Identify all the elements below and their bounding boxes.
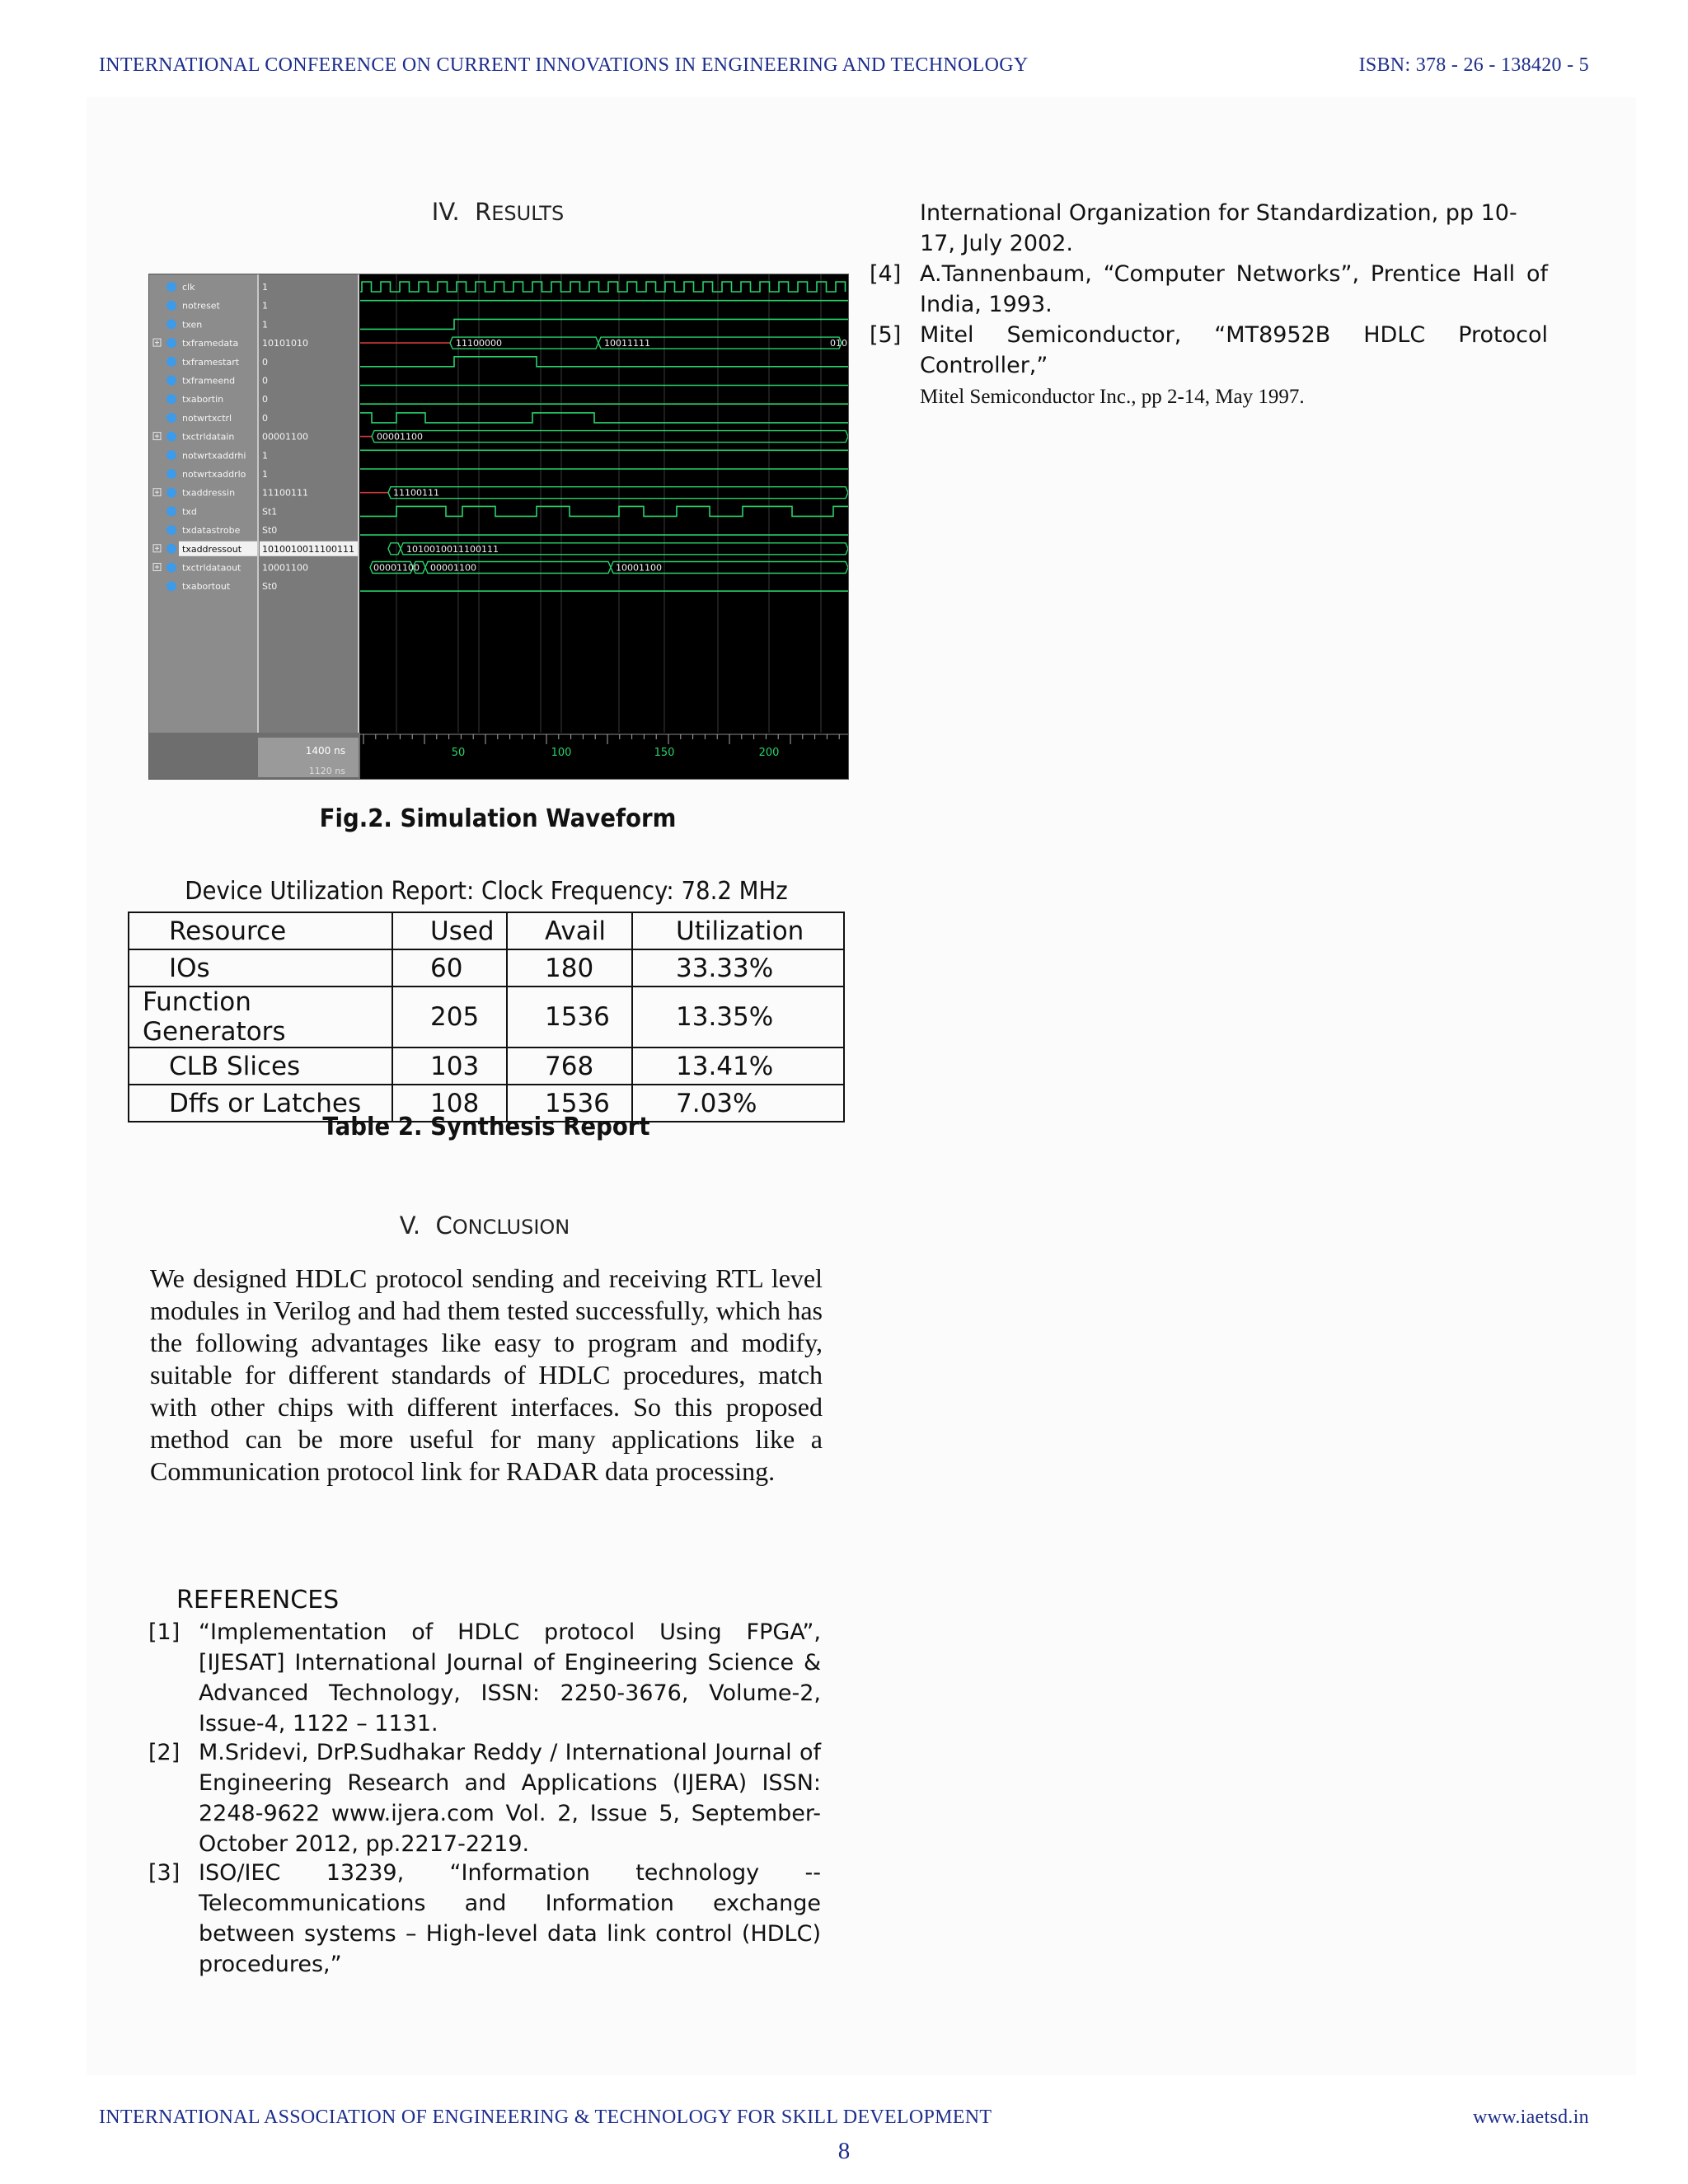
signal-icon <box>166 319 176 329</box>
bus-value-label: 10011111 <box>604 338 650 349</box>
page-number: 8 <box>837 2138 851 2164</box>
signal-icon <box>166 506 176 516</box>
table-header-row <box>129 912 844 949</box>
reference-3-continuation: International Organization for Standardization, pp 10-17, July 2002. <box>920 200 1517 256</box>
cursor-time-secondary: 1120 ns <box>308 766 345 776</box>
signal-value: St0 <box>262 581 278 593</box>
running-header <box>99 54 1589 87</box>
signal-name[interactable]: txen <box>182 319 203 330</box>
signal-icon <box>166 469 176 479</box>
signal-value: 11100111 <box>262 487 308 499</box>
signal-name[interactable]: notwrtxaddrhi <box>182 450 246 462</box>
reference-item <box>870 320 1548 408</box>
bus-value-label: 10001100 <box>616 562 662 574</box>
waveform-svg <box>149 274 848 779</box>
reference-item <box>148 1737 821 1859</box>
bus-value-label: 11100000 <box>456 338 502 349</box>
signal-name[interactable]: clk <box>182 282 195 293</box>
signal-name[interactable]: txdatastrobe <box>182 525 241 537</box>
table-row <box>129 949 844 987</box>
reference-text: “Implementation of HDLC protocol Using FPGA”, [IJESAT] International Journal of Engineering Science & Advanced Technology, ISSN: 2250-3676, Volume-2, Issue-4, 1122 – 1131. <box>199 1619 821 1736</box>
conclusion-paragraph: We designed HDLC protocol sending and receiving RTL level modules in Verilog and had them tested successfully, which has the following advantages like easy to program and modify, suitable for different standards of HDLC procedures, match with other chips with different interfaces. So this proposed method can be more useful for many applications like a Communication protocol link for RADAR data processing. <box>150 1263 823 1486</box>
signal-icon <box>166 563 176 573</box>
signal-icon <box>166 525 176 535</box>
column-header: Avail <box>507 912 632 949</box>
reference-number: [3] <box>148 1860 181 1886</box>
signal-icon <box>166 338 176 348</box>
signal-icon <box>166 394 176 404</box>
bus-value-label: 010 <box>830 338 847 349</box>
signal-name[interactable]: txabortin <box>182 394 224 405</box>
table-row <box>129 987 844 1047</box>
table-cell: Dffs or Latches <box>129 1085 392 1122</box>
table-cell: IOs <box>129 949 392 987</box>
table-cell: 33.33% <box>632 949 844 987</box>
signal-value: 0 <box>262 356 268 368</box>
table-cell: 60 <box>392 949 507 987</box>
table-cell: 108 <box>392 1085 507 1122</box>
signal-name[interactable]: txctrldataout <box>182 562 241 574</box>
signal-value: 10001100 <box>262 562 308 574</box>
signal-icon <box>166 450 176 460</box>
reference-number: [4] <box>870 261 902 287</box>
signal-icon <box>166 376 176 386</box>
signal-name[interactable]: txabortout <box>182 581 231 593</box>
signal-value: St0 <box>262 525 278 537</box>
reference-text: Mitel Semiconductor, “MT8952B HDLC Protocol Controller,” Mitel Semiconductor Inc., pp 2-14, May 1997. <box>920 322 1548 408</box>
reference-text: ISO/IEC 13239, “Information technology -- Telecommunications and Information exchange between systems – High-level data link control (HDLC) procedures,” <box>199 1860 821 1977</box>
signal-value: 1010010011100111 <box>262 543 354 555</box>
table-row <box>129 1047 844 1085</box>
bus-value-label: 11100111 <box>393 487 439 499</box>
table-cell: 180 <box>507 949 632 987</box>
time-tick-label: 50 <box>451 747 466 759</box>
signal-value: 0 <box>262 412 268 424</box>
time-tick-label: 150 <box>654 747 675 759</box>
signal-icon <box>166 581 176 591</box>
signal-icon <box>166 488 176 498</box>
signal-icon <box>166 282 176 292</box>
bus-value-label: 00001100 <box>377 431 423 443</box>
signal-icon <box>166 432 176 442</box>
conference-title: INTERNATIONAL CONFERENCE ON CURRENT INNOVATIONS IN ENGINEERING AND TECHNOLOGY <box>99 54 1029 76</box>
signal-value: 1 <box>262 469 268 480</box>
bus-value-label: 00001100 <box>373 562 420 574</box>
signal-name[interactable]: txframedata <box>182 338 239 349</box>
cursor-time: 1400 ns <box>305 745 345 757</box>
references-heading: REFERENCES <box>176 1586 340 1615</box>
table-caption: Table 2. Synthesis Report <box>322 1113 650 1141</box>
signal-value: 0 <box>262 394 268 405</box>
time-tick-label: 100 <box>551 747 572 759</box>
table-cell: 205 <box>392 987 507 1047</box>
table-cell: 103 <box>392 1047 507 1085</box>
table-cell: 768 <box>507 1047 632 1085</box>
table-cell: 7.03% <box>632 1085 844 1122</box>
wave-area <box>360 274 848 779</box>
simulation-waveform-figure <box>148 274 849 780</box>
running-footer <box>99 2107 1589 2136</box>
website: www.iaetsd.in <box>1473 2107 1589 2128</box>
association-name: INTERNATIONAL ASSOCIATION OF ENGINEERING & TECHNOLOGY FOR SKILL DEVELOPMENT <box>99 2107 992 2128</box>
signal-icon <box>166 357 176 367</box>
reference-item <box>148 1617 821 1739</box>
table-cell: CLB Slices <box>129 1047 392 1085</box>
reference-number: [1] <box>148 1619 181 1645</box>
signal-name[interactable]: txaddressin <box>182 487 236 499</box>
signal-name[interactable]: notwrtxctrl <box>182 412 232 424</box>
device-utilization-title: Device Utilization Report: Clock Frequency: 78.2 MHz <box>185 877 788 906</box>
signal-value: 10101010 <box>262 338 308 349</box>
signal-value: 1 <box>262 319 268 330</box>
table-cell: 1536 <box>507 1085 632 1122</box>
reference-number: [2] <box>148 1740 181 1765</box>
signal-name[interactable]: notwrtxaddrlo <box>182 469 246 480</box>
signal-name[interactable]: txframestart <box>182 356 240 368</box>
bus-value-label: 1010010011100111 <box>406 543 499 555</box>
signal-name[interactable]: txframeend <box>182 375 236 387</box>
reference-text: A.Tannenbaum, “Computer Networks”, Prentice Hall of India, 1993. <box>920 261 1548 317</box>
reference-item <box>148 1858 821 1977</box>
conclusion-heading: V. CONCLUSION <box>399 1212 570 1240</box>
isbn: ISBN: 378 - 26 - 138420 - 5 <box>1358 54 1589 76</box>
table-cell: Function Generators <box>129 987 392 1047</box>
table-cell: 13.41% <box>632 1047 844 1085</box>
signal-icon <box>166 413 176 423</box>
signal-icon <box>166 544 176 554</box>
signal-icon <box>166 301 176 311</box>
signal-value: St1 <box>262 506 278 518</box>
signal-value: 1 <box>262 300 268 312</box>
table-cell: 13.35% <box>632 987 844 1047</box>
signal-value: 00001100 <box>262 431 308 443</box>
bus-value-label: 00001100 <box>430 562 476 574</box>
signal-name[interactable]: txctrldatain <box>182 431 235 443</box>
signal-name[interactable]: txaddressout <box>182 543 242 555</box>
reference-item <box>870 259 1548 320</box>
time-tick-label: 200 <box>758 747 780 759</box>
reference-5-publisher: Mitel Semiconductor Inc., pp 2-14, May 1997. <box>920 386 1305 408</box>
column-header: Resource <box>129 912 392 949</box>
signal-name[interactable]: txd <box>182 506 197 518</box>
signal-value: 0 <box>262 375 268 387</box>
table-cell: 1536 <box>507 987 632 1047</box>
synthesis-table <box>128 912 845 1122</box>
signal-name[interactable]: notreset <box>182 300 220 312</box>
figure-caption: Fig.2. Simulation Waveform <box>319 804 677 833</box>
results-heading: IV. RESULTS <box>431 198 565 226</box>
column-header: Used <box>392 912 507 949</box>
reference-text: M.Sridevi, DrP.Sudhakar Reddy / International Journal of Engineering Research and Applications (IJERA) ISSN: 2248-9622 www.ijera.com Vol. 2, Issue 5, September- October 2012, pp.2217-2219. <box>199 1740 821 1857</box>
column-header: Utilization <box>632 912 844 949</box>
reference-number: [5] <box>870 322 902 348</box>
signal-value: 1 <box>262 282 268 293</box>
signal-value: 1 <box>262 450 268 462</box>
